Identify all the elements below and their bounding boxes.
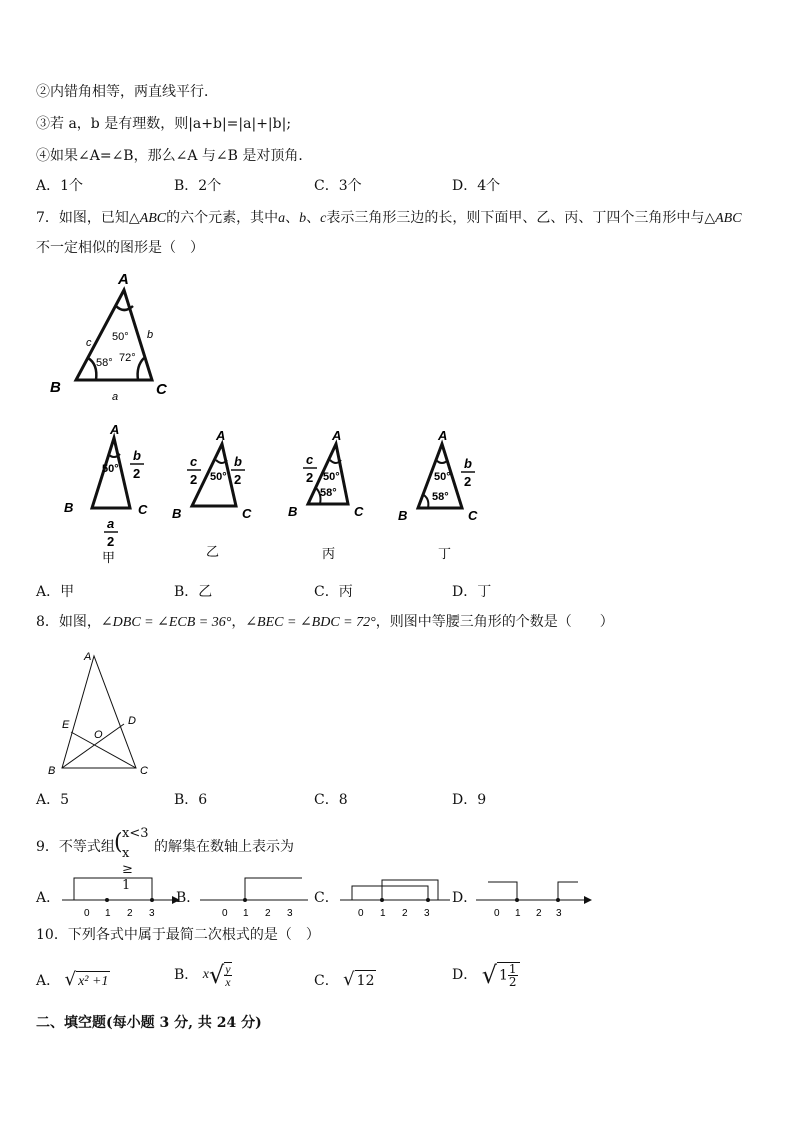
side-b-label: b xyxy=(147,329,154,341)
q6-option-b[interactable]: B．2个 xyxy=(174,178,222,194)
q10-option-a[interactable]: A． √ x² +1 xyxy=(36,969,109,990)
q10-option-c[interactable]: C． √ 12 xyxy=(314,969,375,990)
q9-option-a-numberline[interactable] xyxy=(60,872,180,922)
q7-stem-line1: 7．如图，已知△ABC的六个元素，其中a、b、c表示三角形三边的长，则下面甲、乙、丙、丁四个三角形中与△ABC xyxy=(36,210,742,226)
q8-option-d[interactable]: D．9 xyxy=(452,792,487,808)
q8-triangle-abc xyxy=(62,656,136,768)
q6-option-c[interactable]: C．3个 xyxy=(314,178,362,194)
svg-text:1: 1 xyxy=(243,908,249,919)
q7-main-triangle-figure xyxy=(46,268,176,403)
svg-text:3: 3 xyxy=(556,908,562,919)
q8-option-c[interactable]: C．8 xyxy=(314,792,348,808)
bing-angle-value-2: 58° xyxy=(320,487,337,499)
q8-label-a: A xyxy=(84,651,92,663)
angle-b-value: 58° xyxy=(96,357,113,369)
bing-vertex-a: A xyxy=(332,428,342,443)
q9-inequality-2: x ≥ 1 xyxy=(122,846,133,893)
q6-option-d[interactable]: D．4个 xyxy=(452,178,501,194)
q8-segment-ce xyxy=(71,732,136,768)
q6-option-a[interactable]: A．1个 xyxy=(36,178,84,194)
bing-frac-c-num: c xyxy=(306,452,314,467)
bing-frac-c-den: 2 xyxy=(306,470,314,485)
ding-label: 丁 xyxy=(438,546,452,561)
jia-vertex-c: C xyxy=(138,502,148,517)
angle-a-value: 50° xyxy=(112,331,129,343)
q9-stem-end: 的解集在数轴上表示为 xyxy=(154,839,294,855)
q8-figure xyxy=(44,644,164,780)
vertex-a-label: A xyxy=(118,271,129,288)
yi-angle-arc xyxy=(216,460,227,463)
q9-brace: ( xyxy=(114,830,123,855)
q7-figure-jia xyxy=(58,420,158,565)
svg-text:1: 1 xyxy=(515,908,521,919)
q9-option-c-label[interactable]: C． xyxy=(314,890,339,906)
yi-vertex-b: B xyxy=(172,506,182,521)
jia-frac-a-den: 2 xyxy=(107,534,115,549)
jia-vertex-a: A xyxy=(110,422,120,437)
jia-label: 甲 xyxy=(102,550,116,565)
svg-text:3: 3 xyxy=(149,908,155,919)
svg-text:2: 2 xyxy=(265,908,271,919)
q7-option-b[interactable]: B．乙 xyxy=(174,584,213,600)
svg-text:0: 0 xyxy=(222,908,228,919)
q10-option-b[interactable]: B． x√ $\frac{y}{x}$ xyxy=(174,961,231,989)
q8-option-a[interactable]: A．5 xyxy=(36,792,70,808)
q9-stem-start: 9．不等式组 xyxy=(36,839,115,855)
q7-option-d[interactable]: D．丁 xyxy=(452,584,492,600)
q8-segment-bd xyxy=(62,724,124,768)
svg-text:0: 0 xyxy=(494,908,500,919)
q9-option-b-label[interactable]: B． xyxy=(176,890,201,906)
angle-c-value: 72° xyxy=(119,352,136,364)
jia-vertex-b: B xyxy=(64,500,74,515)
svg-text:3: 3 xyxy=(287,908,293,919)
bing-vertex-c: C xyxy=(354,504,364,519)
yi-frac-b-num: b xyxy=(234,454,242,469)
jia-angle-value: 50° xyxy=(102,463,119,475)
ding-vertex-a: A xyxy=(438,428,448,443)
q9-option-d-label[interactable]: D． xyxy=(452,890,478,906)
q9-option-b-numberline[interactable] xyxy=(198,872,318,922)
q8-label-e: E xyxy=(62,719,70,731)
bing-angle-value-1: 50° xyxy=(323,471,340,483)
q7-stem-line2: 不一定相似的图形是（ ） xyxy=(36,240,204,256)
yi-angle-value: 50° xyxy=(210,471,227,483)
q6-statement-3: ③若 a，b 是有理数，则|a+b|=|a|+|b|; xyxy=(36,116,292,132)
jia-frac-b-den: 2 xyxy=(133,466,141,481)
q9-inequality-1: x<3 xyxy=(122,826,149,841)
q8-label-c: C xyxy=(140,765,148,777)
q6-statement-4: ④如果∠A=∠B，那么∠A 与∠B 是对顶角． xyxy=(36,148,313,164)
jia-frac-b-num: b xyxy=(133,448,141,463)
q9-option-c-numberline[interactable] xyxy=(338,872,458,922)
q8-label-b: B xyxy=(48,765,56,777)
ding-frac-b-num: b xyxy=(464,456,472,471)
ding-vertex-b: B xyxy=(398,508,408,523)
q10-stem: 10．下列各式中属于最简二次根式的是（ ） xyxy=(36,927,320,943)
side-c-label: c xyxy=(86,337,92,349)
yi-frac-b-den: 2 xyxy=(234,472,242,487)
q7-figure-yi xyxy=(170,424,270,569)
jia-frac-a-num: a xyxy=(107,516,115,531)
ding-vertex-c: C xyxy=(468,508,478,523)
ding-frac-b-den: 2 xyxy=(464,474,472,489)
q9-option-d-numberline[interactable] xyxy=(474,872,594,922)
svg-text:2: 2 xyxy=(127,908,133,919)
q7-figure-ding xyxy=(396,424,496,569)
svg-text:2: 2 xyxy=(402,908,408,919)
yi-vertex-a: A xyxy=(216,428,226,443)
vertex-b-label: B xyxy=(50,379,61,396)
bing-angle-arc-1 xyxy=(330,460,341,463)
q8-label-d: D xyxy=(128,715,136,727)
svg-text:0: 0 xyxy=(358,908,364,919)
svg-text:0: 0 xyxy=(84,908,90,919)
angle-arc-a xyxy=(116,306,133,310)
angle-arc-c xyxy=(138,358,144,380)
bing-vertex-b: B xyxy=(288,504,298,519)
q8-label-o: O xyxy=(94,729,103,741)
yi-frac-c-den: 2 xyxy=(190,472,198,487)
vertex-c-label: C xyxy=(156,381,167,398)
jia-angle-arc xyxy=(108,454,120,457)
yi-label: 乙 xyxy=(206,544,220,559)
svg-text:1: 1 xyxy=(380,908,386,919)
bing-label: 丙 xyxy=(322,546,336,561)
q7-option-a[interactable]: A．甲 xyxy=(36,584,75,600)
yi-vertex-c: C xyxy=(242,506,252,521)
ding-angle-value-2: 58° xyxy=(432,491,449,503)
svg-text:2: 2 xyxy=(536,908,542,919)
q8-stem: 8．如图，∠DBC = ∠ECB = 36°，∠BEC = ∠BDC = 72°，则图中等腰三角形的个数是（ ） xyxy=(36,614,614,630)
q10-option-d[interactable]: D． √ 1 $\frac{1}{2}$ xyxy=(452,962,520,988)
svg-text:3: 3 xyxy=(424,908,430,919)
yi-frac-c-num: c xyxy=(190,454,198,469)
q6-statement-2: ②内错角相等，两直线平行． xyxy=(36,84,218,100)
q9-option-a-label[interactable]: A． xyxy=(36,890,61,906)
ding-angle-arc-1 xyxy=(436,460,448,463)
q7-option-c[interactable]: C．丙 xyxy=(314,584,353,600)
svg-text:1: 1 xyxy=(105,908,111,919)
side-a-label: a xyxy=(112,391,119,403)
q8-option-b[interactable]: B．6 xyxy=(174,792,208,808)
q7-figure-bing xyxy=(286,424,386,569)
section-2-title: 二、填空题(每小题 3 分, 共 24 分) xyxy=(36,1015,262,1031)
ding-angle-value-1: 50° xyxy=(434,471,451,483)
